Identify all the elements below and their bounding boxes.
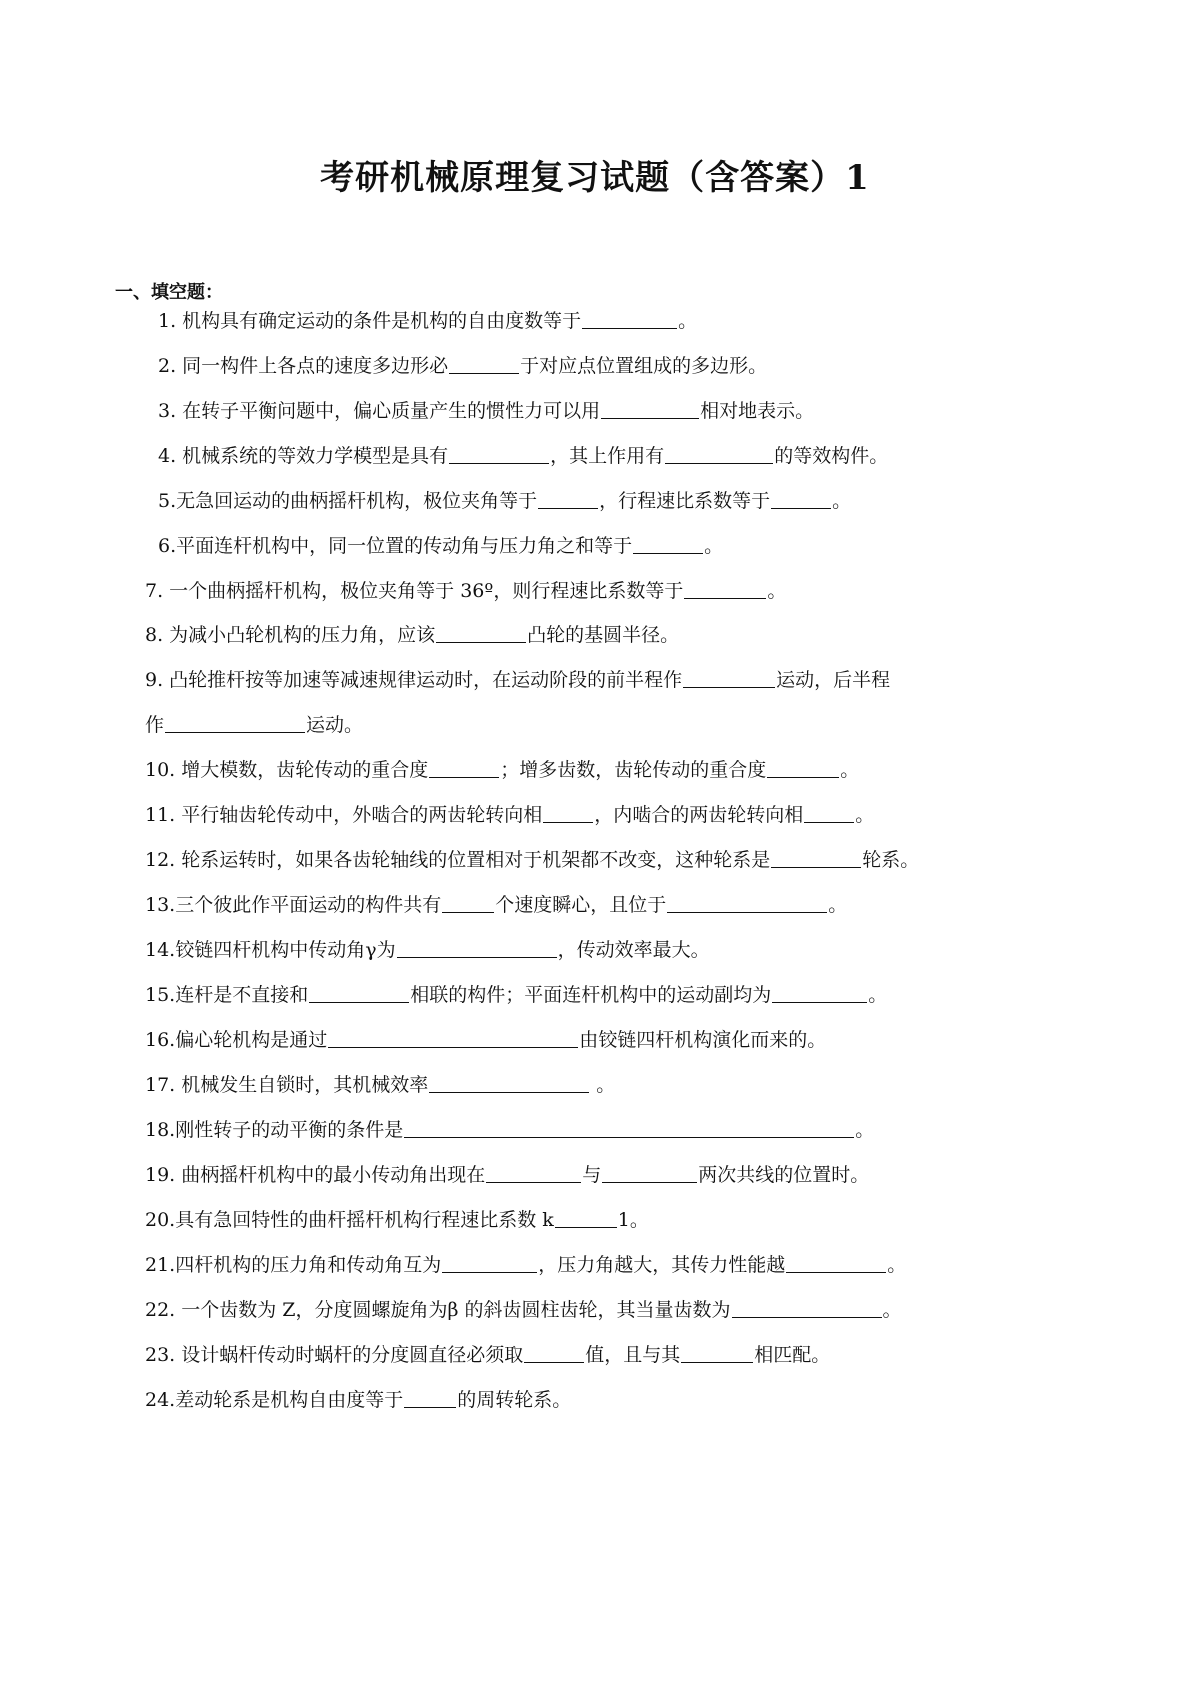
answer-blank: [786, 1252, 886, 1273]
question-text: 运动。: [306, 714, 364, 736]
question-text: 15.连杆是不直接和: [145, 984, 309, 1006]
answer-blank: [309, 982, 409, 1003]
question-line: [145, 982, 887, 1008]
answer-blank: [772, 982, 867, 1003]
answer-blank: [442, 892, 494, 913]
question-line: [145, 1072, 615, 1098]
question-text: 。: [678, 310, 698, 332]
answer-blank: [665, 443, 773, 464]
answer-blank: [486, 1162, 581, 1183]
question-text: 。: [767, 580, 787, 602]
question-line: [158, 443, 888, 469]
answer-blank: [524, 1342, 584, 1363]
answer-blank: [771, 847, 861, 868]
question-text: 23. 设计蜗杆传动时蜗杆的分度圆直径必须取: [145, 1344, 524, 1366]
answer-blank: [538, 488, 598, 509]
question-line: [145, 667, 890, 693]
answer-blank: [684, 578, 766, 599]
question-line: [145, 847, 919, 873]
question-text: 7. 一个曲柄摇杆机构，极位夹角等于 36º，则行程速比系数等于: [145, 580, 684, 602]
question-line: [145, 622, 679, 648]
question-text: 。: [704, 535, 724, 557]
question-text: 8. 为减小凸轮机构的压力角，应该: [145, 624, 436, 646]
question-line: [145, 757, 859, 783]
question-text: ，传动效率最大。: [557, 939, 710, 961]
answer-blank: [429, 1072, 589, 1093]
question-line: [145, 802, 874, 828]
answer-blank: [442, 1252, 537, 1273]
question-line: [145, 1117, 874, 1143]
question-text: 10. 增大模数，齿轮传动的重合度: [145, 759, 429, 781]
answer-blank: [555, 1207, 617, 1228]
answer-blank: [436, 622, 526, 643]
question-line: [158, 533, 723, 559]
question-text: 1。: [617, 1209, 649, 1231]
question-text: 5.无急回运动的曲柄摇杆机构，极位夹角等于: [158, 490, 538, 512]
question-text: 相对地表示。: [700, 400, 815, 422]
question-text: 。: [828, 894, 848, 916]
answer-blank: [404, 1117, 854, 1138]
question-text: 作: [145, 714, 165, 736]
question-line: [145, 1207, 649, 1233]
question-text: 11. 平行轴齿轮传动中，外啮合的两齿轮转向相: [145, 804, 543, 826]
answer-blank: [328, 1027, 578, 1048]
question-text: 22. 一个齿数为 Z，分度圆螺旋角为β 的斜齿圆柱齿轮，其当量齿数为: [145, 1299, 731, 1321]
question-text: 。: [855, 804, 875, 826]
question-line: [158, 353, 767, 379]
question-line: [145, 1297, 902, 1323]
question-text: ，压力角越大，其传力性能越: [538, 1254, 786, 1276]
question-text: 17. 机械发生自锁时，其机械效率: [145, 1074, 429, 1096]
question-text: 1. 机构具有确定运动的条件是机构的自由度数等于: [158, 310, 582, 332]
question-text: 。: [882, 1299, 902, 1321]
question-text: 的等效构件。: [774, 445, 889, 467]
answer-blank: [602, 1162, 697, 1183]
page-title: 考研机械原理复习试题（含答案）1: [320, 158, 870, 198]
answer-blank: [601, 398, 699, 419]
answer-blank: [449, 443, 549, 464]
question-text: 21.四杆机构的压力角和传动角互为: [145, 1254, 442, 1276]
answer-blank: [633, 533, 703, 554]
question-text: ；增多齿数，齿轮传动的重合度: [500, 759, 767, 781]
question-text: 19. 曲柄摇杆机构中的最小传动角出现在: [145, 1164, 486, 1186]
question-text: 与: [582, 1164, 602, 1186]
question-text: 9. 凸轮推杆按等加速等减速规律运动时，在运动阶段的前半程作: [145, 669, 683, 691]
question-text: 。: [855, 1119, 875, 1141]
answer-blank: [397, 937, 557, 958]
question-text: 2. 同一构件上各点的速度多边形必: [158, 355, 449, 377]
question-text: 于对应点位置组成的多边形。: [520, 355, 768, 377]
question-text: 13.三个彼此作平面运动的构件共有: [145, 894, 442, 916]
answer-blank: [681, 1342, 753, 1363]
answer-blank: [543, 802, 593, 823]
question-text: 4. 机械系统的等效力学模型是具有: [158, 445, 449, 467]
question-text: 3. 在转子平衡问题中，偏心质量产生的惯性力可以用: [158, 400, 601, 422]
question-line: [158, 398, 814, 424]
answer-blank: [767, 757, 839, 778]
answer-blank: [449, 353, 519, 374]
question-text: 两次共线的位置时。: [698, 1164, 870, 1186]
question-line: [145, 1387, 571, 1413]
question-line: [145, 1342, 830, 1368]
question-text: 由铰链四杆机构演化而来的。: [579, 1029, 827, 1051]
answer-blank: [804, 802, 854, 823]
answer-blank: [404, 1387, 456, 1408]
question-text: 16.偏心轮机构是通过: [145, 1029, 328, 1051]
answer-blank: [429, 757, 499, 778]
question-text: 24.差动轮系是机构自由度等于: [145, 1389, 404, 1411]
question-text: 轮系。: [862, 849, 920, 871]
question-text: 运动，后半程: [776, 669, 891, 691]
question-text: 。: [887, 1254, 907, 1276]
question-text: 14.铰链四杆机构中传动角γ为: [145, 939, 396, 961]
question-text: 相匹配。: [754, 1344, 831, 1366]
question-text: 。: [832, 490, 852, 512]
question-text: 。: [868, 984, 888, 1006]
question-text: 个速度瞬心，且位于: [495, 894, 667, 916]
answer-blank: [732, 1297, 882, 1318]
question-line: [158, 488, 851, 514]
question-line: [145, 892, 847, 918]
answer-blank: [667, 892, 827, 913]
answer-blank: [165, 712, 305, 733]
question-line: [145, 712, 363, 738]
question-line: [145, 1252, 906, 1278]
question-text: 。: [840, 759, 860, 781]
question-text: 。: [590, 1074, 616, 1096]
question-text: 凸轮的基圆半径。: [527, 624, 680, 646]
question-line: [145, 937, 710, 963]
question-text: 相联的构件；平面连杆机构中的运动副均为: [410, 984, 772, 1006]
answer-blank: [582, 308, 677, 329]
question-line: [145, 1162, 869, 1188]
question-line: [145, 578, 786, 604]
question-line: [158, 308, 697, 334]
question-text: 20.具有急回特性的曲杆摇杆机构行程速比系数 k: [145, 1209, 554, 1231]
question-line: [145, 1027, 826, 1053]
question-text: 12. 轮系运转时，如果各齿轮轴线的位置相对于机架都不改变，这种轮系是: [145, 849, 771, 871]
question-text: ，其上作用有: [550, 445, 665, 467]
question-text: 的周转轮系。: [457, 1389, 572, 1411]
question-text: 18.刚性转子的动平衡的条件是: [145, 1119, 404, 1141]
question-text: ，内啮合的两齿轮转向相: [594, 804, 804, 826]
section-heading: 一、填空题：: [115, 282, 223, 303]
question-text: 6.平面连杆机构中，同一位置的传动角与压力角之和等于: [158, 535, 633, 557]
question-text: 值，且与其: [585, 1344, 681, 1366]
question-text: ，行程速比系数等于: [599, 490, 771, 512]
answer-blank: [771, 488, 831, 509]
answer-blank: [683, 667, 775, 688]
